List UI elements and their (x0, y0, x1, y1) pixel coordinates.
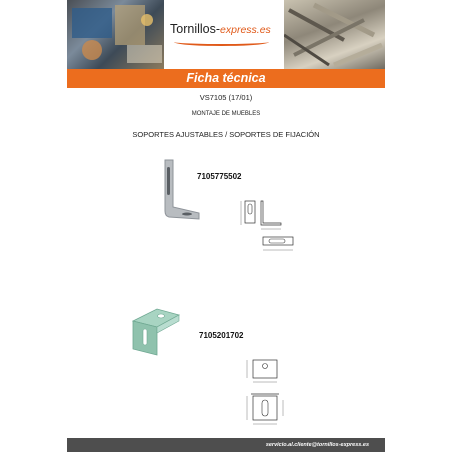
datasheet-page (67, 0, 385, 452)
sheet-title-band: Ficha técnica (67, 69, 385, 88)
mounting-bracket-technical-drawing (241, 352, 301, 432)
product-code: 7105775502 (197, 172, 242, 181)
mounting-bracket-image (127, 303, 187, 358)
document-reference: VS7105 (17/01) (199, 93, 253, 102)
bracket-technical-drawing (239, 195, 309, 260)
document-subcategory: SOPORTES AJUSTABLES / SOPORTES DE FIJACIÓN (132, 130, 320, 139)
logo-area (164, 0, 284, 69)
document-category: MONTAJE DE MUEBLES (191, 111, 261, 117)
header (67, 0, 385, 69)
logo-swoosh (174, 38, 269, 46)
angle-bracket-image (157, 155, 207, 225)
product-code: 7105201702 (199, 331, 244, 340)
tools-photo (67, 0, 164, 69)
brand-logo: Tornillos-express.es (170, 22, 271, 36)
screws-photo (284, 0, 385, 69)
footer-bar (67, 438, 385, 452)
contact-email[interactable]: servicio.al.cliente@tornillos-express.es (265, 442, 369, 448)
